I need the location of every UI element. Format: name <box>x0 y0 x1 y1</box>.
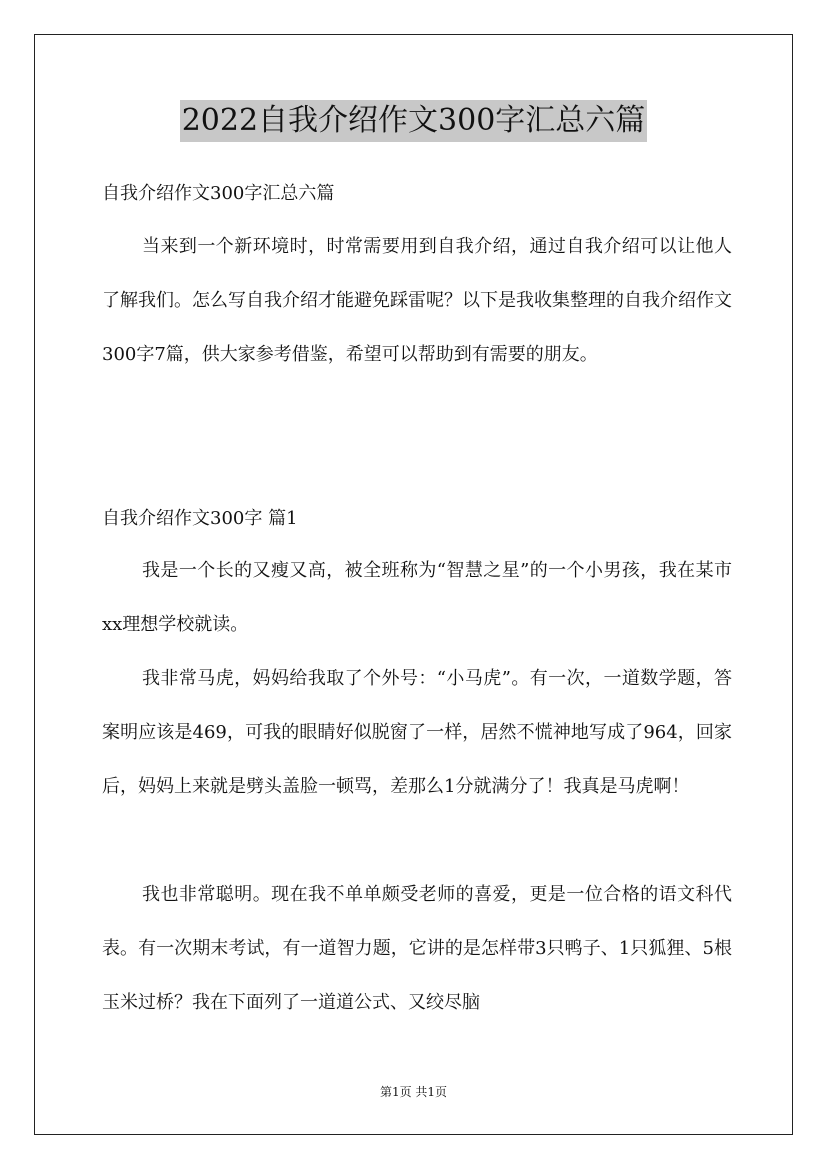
section-heading: 自我介绍作文300字 篇1 <box>102 508 298 529</box>
intro-paragraph: 当来到一个新环境时，时常需要用到自我介绍，通过自我介绍可以让他人了解我们。怎么写自我介绍才能避免踩雷呢？以下是我收集整理的自我介绍作文300字7篇，供大家参考借鉴，希望可以帮助到有需要的朋友。 <box>102 236 732 365</box>
document-title: 2022自我介绍作文300字汇总六篇 <box>180 100 648 142</box>
page-footer: 第1页 共1页 <box>379 1085 448 1099</box>
body-paragraph-3: 我也非常聪明。现在我不单单颇受老师的喜爱，更是一位合格的语文科代表。有一次期末考试，有一道智力题，它讲的是怎样带3只鸭子、1只狐狸、5根玉米过桥？我在下面列了一道道公式、又绞尽脑 <box>102 884 732 1013</box>
body-paragraph-1: 我是一个长的又瘦又高，被全班称为“智慧之星”的一个小男孩，我在某市xx理想学校就读。 <box>102 560 732 635</box>
title-container <box>0 100 827 142</box>
body-paragraph-2: 我非常马虎，妈妈给我取了个外号：“小马虎”。有一次，一道数学题，答案明应该是469，可我的眼睛好似脱窗了一样，居然不慌神地写成了964，回家后，妈妈上来就是劈头盖脸一顿骂，差那么1分就满分了！我真是马虎啊！ <box>102 668 732 797</box>
document-subtitle: 自我介绍作文300字汇总六篇 <box>102 183 335 204</box>
